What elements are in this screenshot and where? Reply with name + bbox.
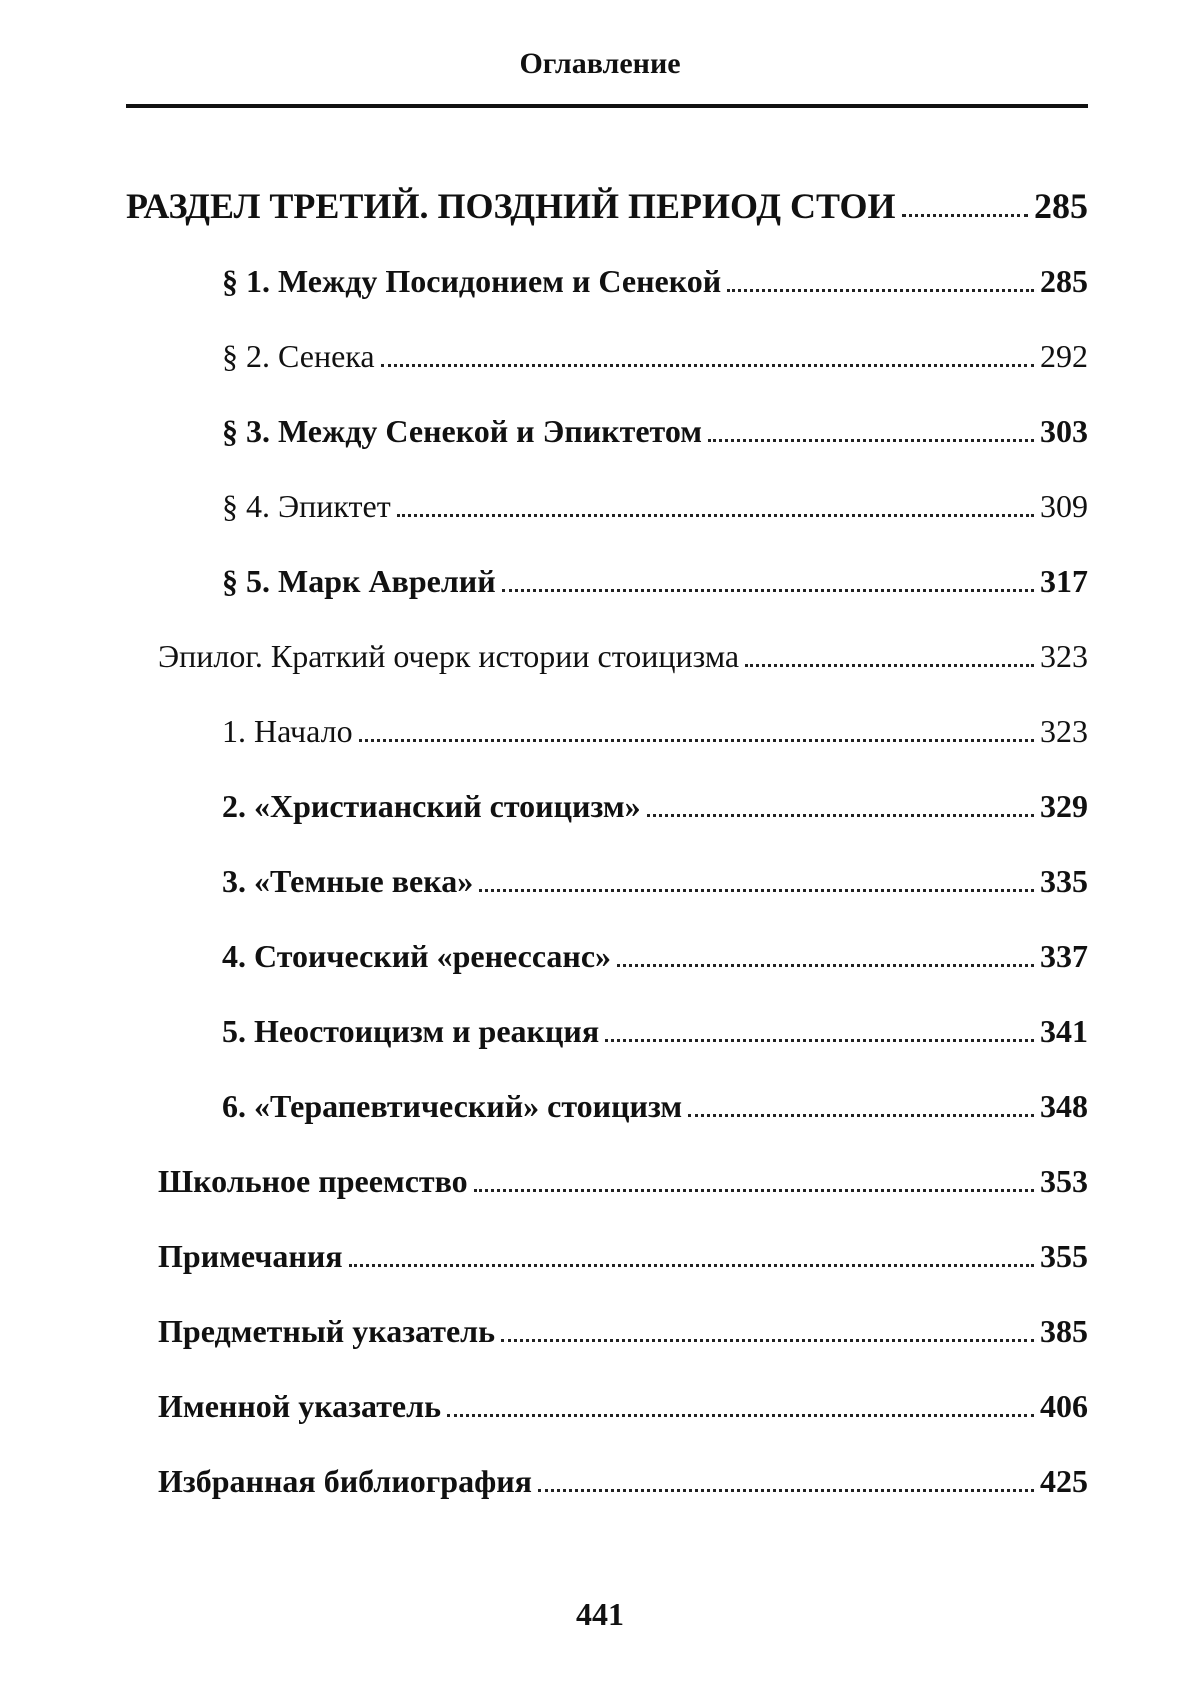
toc-entry-name-index[interactable] bbox=[158, 1378, 1088, 1428]
toc-entry-page: 303 bbox=[1040, 413, 1088, 449]
toc-entry-title: § 4. Эпиктет bbox=[222, 488, 391, 524]
toc-entry-title: 3. «Темные века» bbox=[222, 863, 474, 899]
toc-entry-page: 285 bbox=[1034, 186, 1088, 226]
toc-entry-page: 353 bbox=[1040, 1163, 1088, 1199]
toc-entry-page: 385 bbox=[1040, 1313, 1088, 1349]
toc-dot-leader bbox=[502, 589, 1034, 592]
toc-entry-title: 4. Стоический «ренессанс» bbox=[222, 938, 612, 974]
toc-dot-leader bbox=[447, 1414, 1034, 1417]
toc-entry-page: 317 bbox=[1040, 563, 1088, 599]
toc-entry-page: 406 bbox=[1040, 1388, 1088, 1424]
toc-entry-page: 285 bbox=[1040, 263, 1088, 299]
page-number: 441 bbox=[576, 1596, 624, 1632]
toc-dot-leader bbox=[617, 964, 1034, 967]
toc-entry-title: 5. Неостоицизм и реакция bbox=[222, 1013, 600, 1049]
toc-dot-leader bbox=[538, 1489, 1034, 1492]
toc-entry-title: § 1. Между Посидонием и Сенекой bbox=[222, 263, 722, 299]
toc-entry-notes[interactable] bbox=[158, 1228, 1088, 1278]
toc-entry-page: 309 bbox=[1040, 488, 1088, 524]
toc-dot-leader bbox=[727, 289, 1034, 292]
toc-entry-title: 2. «Христианский стоицизм» bbox=[222, 788, 641, 824]
toc-entry-epilogue-6[interactable] bbox=[222, 1078, 1088, 1128]
toc-entry-page: 341 bbox=[1040, 1013, 1088, 1049]
toc-entry-title: Предметный указатель bbox=[158, 1313, 496, 1349]
toc-dot-leader bbox=[708, 439, 1034, 442]
toc-entry-subject-index[interactable] bbox=[158, 1303, 1088, 1353]
toc-entry-para-1[interactable] bbox=[222, 253, 1088, 303]
toc-entry-title: Именной указатель bbox=[158, 1388, 441, 1424]
toc-entry-title: Избранная библиография bbox=[158, 1463, 532, 1499]
toc-dot-leader bbox=[474, 1189, 1034, 1192]
toc-entry-school-succession[interactable] bbox=[158, 1153, 1088, 1203]
toc-entry-title: Примечания bbox=[158, 1238, 343, 1274]
toc-entry-epilogue-2[interactable] bbox=[222, 778, 1088, 828]
toc-entry-para-4[interactable] bbox=[222, 478, 1088, 528]
toc-entry-epilogue-1[interactable] bbox=[222, 703, 1088, 753]
toc-dot-leader bbox=[745, 664, 1034, 667]
toc-entry-para-3[interactable] bbox=[222, 403, 1088, 453]
toc-entry-page: 337 bbox=[1040, 938, 1088, 974]
toc-entry-title: 1. Начало bbox=[222, 713, 353, 749]
toc-entry-title: § 3. Между Сенекой и Эпиктетом bbox=[222, 413, 703, 449]
toc-entry-page: 323 bbox=[1040, 713, 1088, 749]
toc-entry-page: 292 bbox=[1040, 338, 1088, 374]
toc-dot-leader bbox=[381, 364, 1034, 367]
toc-entry-epilogue[interactable] bbox=[158, 628, 1088, 678]
toc-entry-para-2[interactable] bbox=[222, 328, 1088, 378]
toc-dot-leader bbox=[359, 739, 1034, 742]
toc-entry-title: § 2. Сенека bbox=[222, 338, 375, 374]
toc-entry-epilogue-4[interactable] bbox=[222, 928, 1088, 978]
toc-entry-page: 323 bbox=[1040, 638, 1088, 674]
toc-entry-title: 6. «Терапевтический» стоицизм bbox=[222, 1088, 683, 1124]
toc-dot-leader bbox=[688, 1114, 1034, 1117]
toc-entry-epilogue-3[interactable] bbox=[222, 853, 1088, 903]
toc-dot-leader bbox=[647, 814, 1034, 817]
toc-dot-leader bbox=[501, 1339, 1034, 1342]
toc-entry-page: 329 bbox=[1040, 788, 1088, 824]
toc-entry-page: 425 bbox=[1040, 1463, 1088, 1499]
toc-entry-page: 348 bbox=[1040, 1088, 1088, 1124]
toc-entry-bibliography[interactable] bbox=[158, 1453, 1088, 1503]
running-header: Оглавление bbox=[519, 47, 681, 80]
toc-dot-leader bbox=[349, 1264, 1034, 1267]
toc-entry-page: 355 bbox=[1040, 1238, 1088, 1274]
toc-entry-title: Школьное преемство bbox=[158, 1163, 468, 1199]
toc-dot-leader bbox=[605, 1039, 1034, 1042]
toc-entry-section-three[interactable] bbox=[126, 178, 1088, 228]
toc-entry-epilogue-5[interactable] bbox=[222, 1003, 1088, 1053]
toc-dot-leader bbox=[902, 214, 1028, 217]
toc-entry-title: § 5. Марк Аврелий bbox=[222, 563, 496, 599]
toc-entry-title: Эпилог. Краткий очерк истории стоицизма bbox=[158, 638, 740, 674]
toc-entry-title: РАЗДЕЛ ТРЕТИЙ. ПОЗДНИЙ ПЕРИОД СТОИ bbox=[126, 186, 896, 226]
toc-entry-page: 335 bbox=[1040, 863, 1088, 899]
toc-dot-leader bbox=[479, 889, 1034, 892]
toc-dot-leader bbox=[397, 514, 1034, 517]
toc-entry-para-5[interactable] bbox=[222, 553, 1088, 603]
